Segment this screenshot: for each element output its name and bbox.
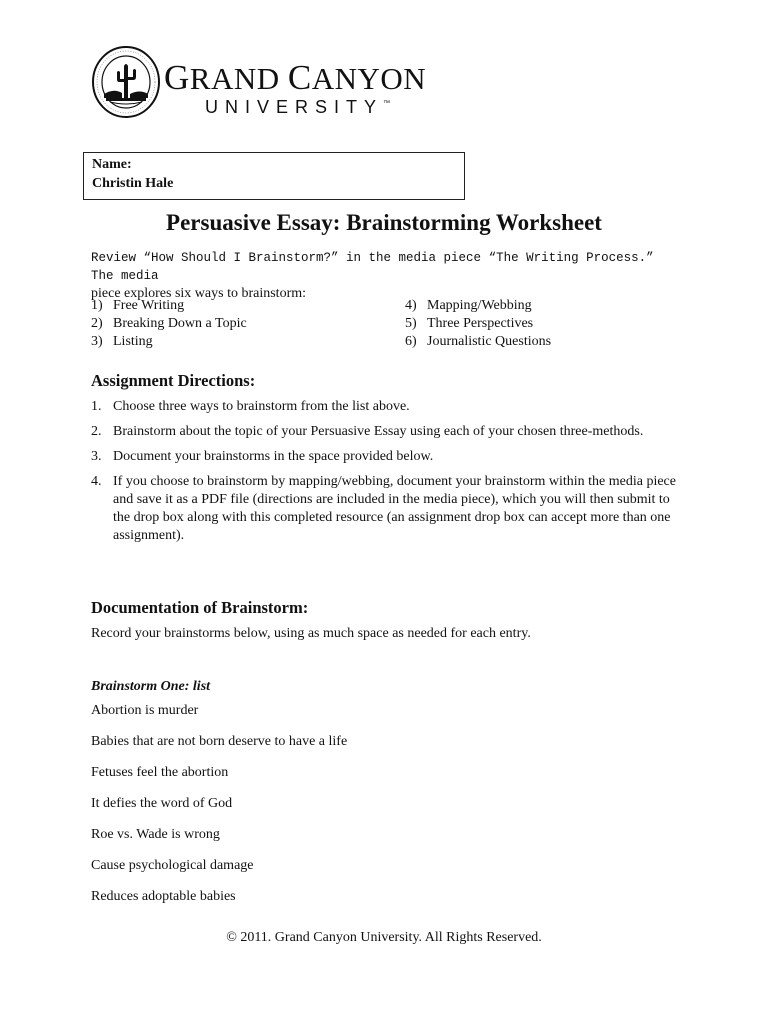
method-item: 3) Listing [91,334,153,349]
university-logo [90,44,427,124]
document-title: Persuasive Essay: Brainstorming Worksheet [166,210,602,235]
direction-item: 3. Document your brainstorms in the space provided below. [91,449,434,464]
assignment-directions-list [91,398,681,552]
method-item: 2) Breaking Down a Topic [91,316,247,331]
direction-item: 1. Choose three ways to brainstorm from the list above. [91,399,410,414]
method-item: 6) Journalistic Questions [405,334,552,349]
brainstorm-entry: Reduces adoptable babies [91,889,236,904]
name-box [83,152,465,200]
documentation-heading: Documentation of Brainstorm: [91,598,309,617]
brainstorm-entry: Abortion is murder [91,703,199,718]
direction-item: 2. Brainstorm about the topic of your Persuasive Essay using each of your chosen three-methods. [91,424,644,439]
method-item: 4) Mapping/Webbing [405,298,532,313]
copyright-footer: © 2011. Grand Canyon University. All Rights Reserved. [226,930,542,945]
direction-item: 4. If you choose to brainstorm by mapping/webbing, document your brainstorm within the media piece and save it as a PDF file (directions are included in the media piece), which you will then submit to the drop box along with this completed resource (an assignment drop box can accept more than one assignment). [91,474,676,543]
name-value: Christin Hale [92,176,174,191]
brainstorm-entry: It defies the word of God [91,796,233,811]
brainstorm-entry: Babies that are not born deserve to have a life [91,734,348,749]
assignment-directions-heading: Assignment Directions: [91,371,256,390]
intro-line-2: piece explores six ways to brainstorm: [91,286,307,301]
intro-line-1: Review “How Should I Brainstorm?” in the media piece “The Writing Process.” The media [91,251,654,283]
name-label: Name: [92,157,132,172]
brainstorm-entry: Roe vs. Wade is wrong [91,827,220,842]
brainstorm-one-heading: Brainstorm One: list [91,679,211,694]
brand-subtitle: UNIVERSITY™ [205,97,391,117]
brainstorm-entry: Cause psychological damage [91,858,254,873]
brand-wordmark: GRAND CANYON [164,58,427,97]
method-item: 1) Free Writing [91,298,185,313]
method-item: 5) Three Perspectives [405,316,534,331]
brainstorm-one-list [91,702,591,919]
documentation-instructions: Record your brainstorms below, using as much space as needed for each entry. [91,626,531,641]
brainstorm-entry: Fetuses feel the abortion [91,765,229,780]
intro-paragraph [91,249,661,303]
university-seal-icon [90,44,162,120]
